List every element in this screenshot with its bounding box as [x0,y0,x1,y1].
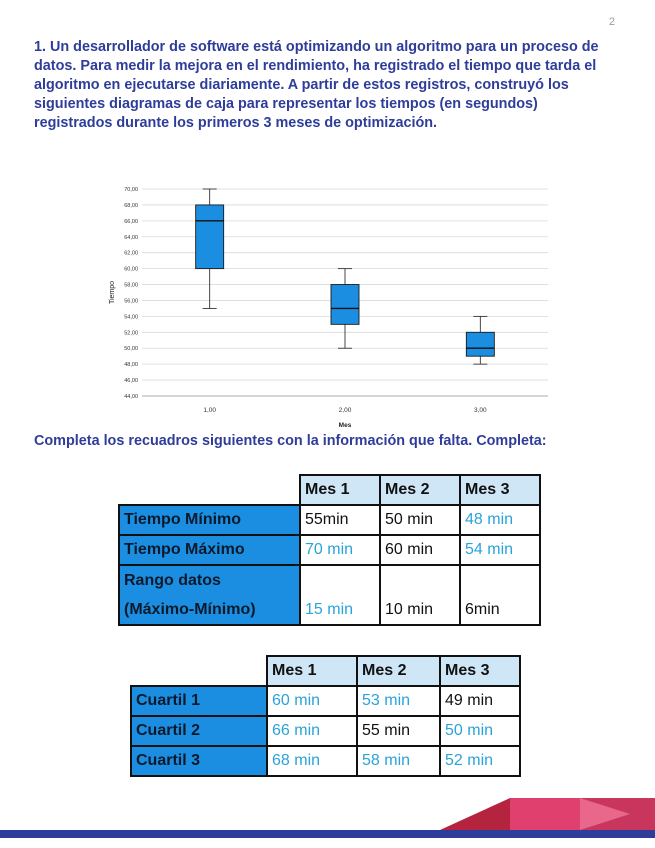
y-tick-label: 56,00 [124,298,138,305]
box [196,205,224,269]
x-tick-label: 1,00 [203,407,216,414]
box [466,332,494,356]
cell-q2-mes-1: 66 min [267,716,357,746]
row-header-tiempo-minimo: Tiempo Mínimo [119,505,300,535]
column-header-mes-3: Mes 3 [460,475,540,505]
min-max-range-table [118,474,541,626]
table-corner [131,656,267,686]
box [331,285,359,325]
y-axis-label: Tiempo [109,280,116,305]
row-header-cuartil-3: Cuartil 3 [131,746,267,776]
cell-rango-mes-2: 10 min [380,565,460,625]
cell-max-mes-3: 54 min [460,535,540,565]
cell-q3-mes-1: 68 min [267,746,357,776]
y-tick-label: 60,00 [124,266,138,273]
column-header-mes-2: Mes 2 [357,656,440,686]
row-header-cuartil-2: Cuartil 2 [131,716,267,746]
table-row-tiempo-minimo [119,505,540,535]
table-row-cuartil-1 [131,686,520,716]
column-header-mes-1: Mes 1 [300,475,380,505]
y-tick-label: 54,00 [124,314,138,321]
cell-q1-mes-3: 49 min [440,686,520,716]
quartiles-table [130,655,521,777]
x-tick-label: 3,00 [474,407,487,414]
column-header-mes-3: Mes 3 [440,656,520,686]
table-row-rango [119,565,540,625]
row-header-rango [119,565,300,625]
row-header-tiempo-maximo: Tiempo Máximo [119,535,300,565]
table-row-cuartil-3 [131,746,520,776]
problem-statement: 1. Un desarrollador de software está optimizando un algoritmo para un proceso de datos. Para medir la mejora en el rendimiento, ha registrado el tiempo que tarda el algoritmo en ejecutarse diariamente. A partir de estos registros, construyó los siguientes diagramas de caja para representar los tiempos (en segundos) registrados durante los primeros 3 meses de optimización. [34,39,599,131]
y-tick-label: 58,00 [124,282,138,289]
cell-q3-mes-3: 52 min [440,746,520,776]
table-header-row [119,475,540,505]
table-corner [119,475,300,505]
y-tick-label: 70,00 [124,187,138,193]
footer-decoration [430,790,655,830]
y-tick-label: 52,00 [124,330,138,337]
cell-q1-mes-2: 53 min [357,686,440,716]
x-tick-label: 2,00 [338,407,352,414]
y-tick-label: 46,00 [124,378,138,385]
footer-pink-shape [510,798,580,830]
cell-max-mes-1: 70 min [300,535,380,565]
column-header-mes-1: Mes 1 [267,656,357,686]
boxplot-chart [104,182,554,432]
table-row-cuartil-2 [131,716,520,746]
cell-q1-mes-1: 60 min [267,686,357,716]
y-tick-label: 62,00 [124,250,138,257]
cell-q2-mes-3: 50 min [440,716,520,746]
footer-bar [0,830,655,838]
y-tick-label: 48,00 [124,362,138,369]
cell-rango-mes-3: 6min [460,565,540,625]
cell-max-mes-2: 60 min [380,535,460,565]
y-tick-label: 50,00 [124,346,138,353]
y-tick-label: 68,00 [124,202,138,209]
rango-label-line1: Rango datos [124,572,221,589]
row-header-cuartil-1: Cuartil 1 [131,686,267,716]
cell-q2-mes-2: 55 min [357,716,440,746]
y-tick-label: 44,00 [124,394,138,400]
rango-label-line2: (Máximo-Mínimo) [124,601,256,618]
table-row-tiempo-maximo [119,535,540,565]
y-tick-label: 66,00 [124,218,138,225]
table-header-row [131,656,520,686]
y-tick-label: 64,00 [124,234,138,241]
cell-min-mes-2: 50 min [380,505,460,535]
cell-q3-mes-2: 58 min [357,746,440,776]
footer-dark-red-shape [440,798,510,830]
instruction-text: Completa los recuadros siguientes con la información que falta. Completa: [34,433,547,449]
column-header-mes-2: Mes 2 [380,475,460,505]
cell-min-mes-3: 48 min [460,505,540,535]
cell-rango-mes-1: 15 min [300,565,380,625]
x-axis-label: Mes [338,422,352,429]
page-number: 2 [608,16,615,28]
boxplot-svg [104,182,554,432]
cell-min-mes-1: 55min [300,505,380,535]
